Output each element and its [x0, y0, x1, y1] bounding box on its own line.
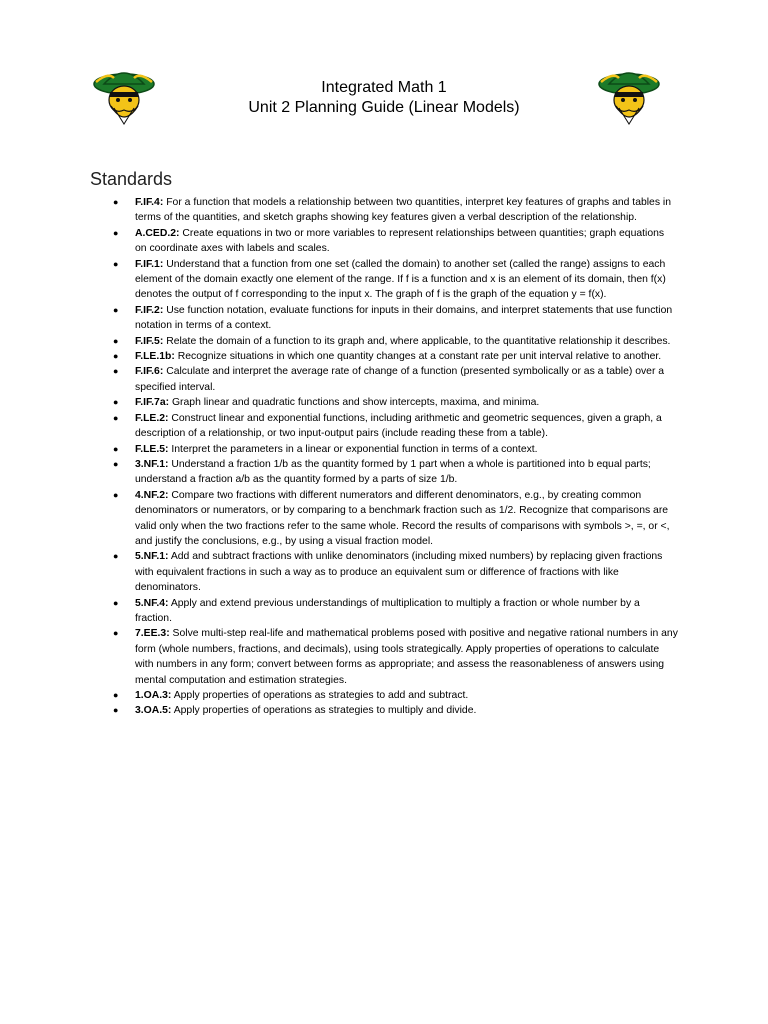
standard-text: Apply properties of operations as strategies to add and subtract. [173, 690, 469, 701]
guide-title: Unit 2 Planning Guide (Linear Models) [248, 99, 520, 116]
standard-item [113, 195, 678, 226]
standard-code: 1.OA.3: [135, 690, 172, 701]
standard-code: 3.NF.1: [135, 458, 169, 470]
bullet-icon: ● [113, 412, 119, 423]
standard-item [113, 411, 678, 442]
standard-text: Understand a fraction 1/b as the quantity formed by 1 part when a whole is partitioned into b equal parts; understand a fraction a/b as the quantity formed by a parts of size 1/b. [135, 458, 651, 486]
bullet-icon: ● [113, 335, 119, 346]
standard-code: 5.NF.4: [135, 597, 169, 609]
standard-text: Calculate and interpret the average rate of change of a function (presented symbolically or as a table) over a specified interval. [135, 366, 665, 393]
standard-code: 7.EE.3: [135, 628, 170, 640]
standard-code: F.LE.5: [135, 443, 169, 455]
bullet-icon: ● [113, 227, 119, 238]
standard-text: Add and subtract fractions with unlike denominators (including mixed numbers) by replacing given fractions with equivalent fractions in such a way as to produce an equivalent sum or difference of fractions with like denominators. [135, 551, 663, 594]
standard-text: Apply properties of operations as strategies to multiply and divide. [173, 705, 477, 717]
bullet-icon: ● [113, 458, 119, 469]
standard-item [113, 257, 678, 303]
standard-text: Compare two fractions with different numerators and different denominators, e.g., by creating common denominators or numerators, or by comparing to a benchmark fraction such as 1/2. Recognize that comparisons are valid only when the two fractions refer to the same whole. Record the results of comparisons with symbols >, =, or <, and justify the conclusions, e.g., by using a visual fraction model. [135, 489, 670, 547]
document-header [0, 78, 768, 118]
bullet-icon: ● [113, 690, 119, 700]
standard-code: 3.OA.5: [135, 705, 172, 717]
standard-text: For a function that models a relationship between two quantities, interpret key features of graphs and tables in terms of the quantities, and sketch graphs showing key features given a verbal description of the relationship. [135, 197, 672, 224]
standard-item [113, 226, 678, 257]
course-title: Integrated Math 1 [321, 79, 447, 96]
standard-code: 4.NF.2: [135, 489, 169, 501]
standard-code: F.IF.1: [135, 258, 164, 270]
standard-item [113, 488, 678, 550]
standard-item [113, 334, 678, 349]
bullet-icon: ● [113, 304, 119, 315]
standard-code: F.IF.6: [135, 366, 164, 378]
bullet-icon: ● [113, 705, 119, 716]
bullet-icon: ● [113, 397, 119, 408]
bullet-icon: ● [113, 351, 119, 362]
standard-text: Use function notation, evaluate functions for inputs in their domains, and interpret statements that use function notation in terms of a context. [135, 304, 673, 332]
standard-code: F.IF.7a: [135, 397, 170, 409]
standard-item [113, 303, 678, 334]
standard-text: Solve multi-step real-life and mathematical problems posed with positive and negative rational numbers in any form (whole numbers, fractions, and decimals), using tools strategically. Apply properties of operations to calculate with numbers in any form; convert between forms as appropriate; and assess the reasonableness of answers using mental computation and estimation strategies. [135, 628, 678, 686]
standard-item [113, 626, 678, 688]
bullet-icon: ● [113, 258, 119, 269]
standard-item [113, 596, 678, 627]
standard-text: Understand that a function from one set (called the domain) to another set (called the range) assigns to each element of the domain exactly one element of the range. If f is a function and x is an element of its domain, then f(x) denotes the output of f corresponding to the input x. The graph of f is the graph of the equation y = f(x). [135, 258, 666, 301]
standard-code: F.IF.4: [135, 197, 164, 208]
standard-text: Graph linear and quadratic functions and show intercepts, maxima, and minima. [171, 397, 540, 409]
standard-code: F.IF.5: [135, 335, 164, 347]
standard-code: F.IF.2: [135, 304, 164, 316]
standard-code: 5.NF.1: [135, 551, 169, 563]
standard-text: Recognize situations in which one quantity changes at a constant rate per unit interval relative to another. [177, 351, 662, 363]
standard-text: Relate the domain of a function to its graph and, where applicable, to the quantitative relationship it describes. [166, 335, 671, 347]
standard-item [113, 349, 678, 364]
standard-code: A.CED.2: [135, 227, 180, 239]
standard-text: Apply and extend previous understandings of multiplication to multiply a fraction or whole number by a fraction. [135, 597, 640, 624]
bullet-icon: ● [113, 551, 119, 562]
bullet-icon: ● [113, 489, 119, 500]
bullet-icon: ● [113, 443, 119, 454]
standard-text: Interpret the parameters in a linear or exponential function in terms of a context. [171, 443, 538, 455]
standards-heading: Standards [90, 169, 173, 189]
standard-code: F.LE.2: [135, 412, 169, 424]
standard-item [113, 457, 678, 488]
standard-code: F.LE.1b: [135, 351, 175, 363]
standard-item [113, 442, 678, 457]
standard-item [113, 395, 678, 410]
standard-item [113, 364, 678, 395]
bullet-icon: ● [113, 628, 119, 639]
standard-item [113, 688, 678, 703]
bullet-icon: ● [113, 597, 119, 608]
standards-list [113, 195, 678, 719]
standard-item [113, 703, 678, 718]
standard-text: Construct linear and exponential functions, including arithmetic and geometric sequences, given a graph, a description of a relationship, or two input-output pairs (include reading these from a table). [135, 412, 662, 440]
standard-item [113, 549, 678, 595]
bullet-icon: ● [113, 197, 119, 207]
bullet-icon: ● [113, 366, 119, 377]
standard-text: Create equations in two or more variables to represent relationships between quantities; graph equations on coordinate axes with labels and scales. [135, 227, 665, 255]
